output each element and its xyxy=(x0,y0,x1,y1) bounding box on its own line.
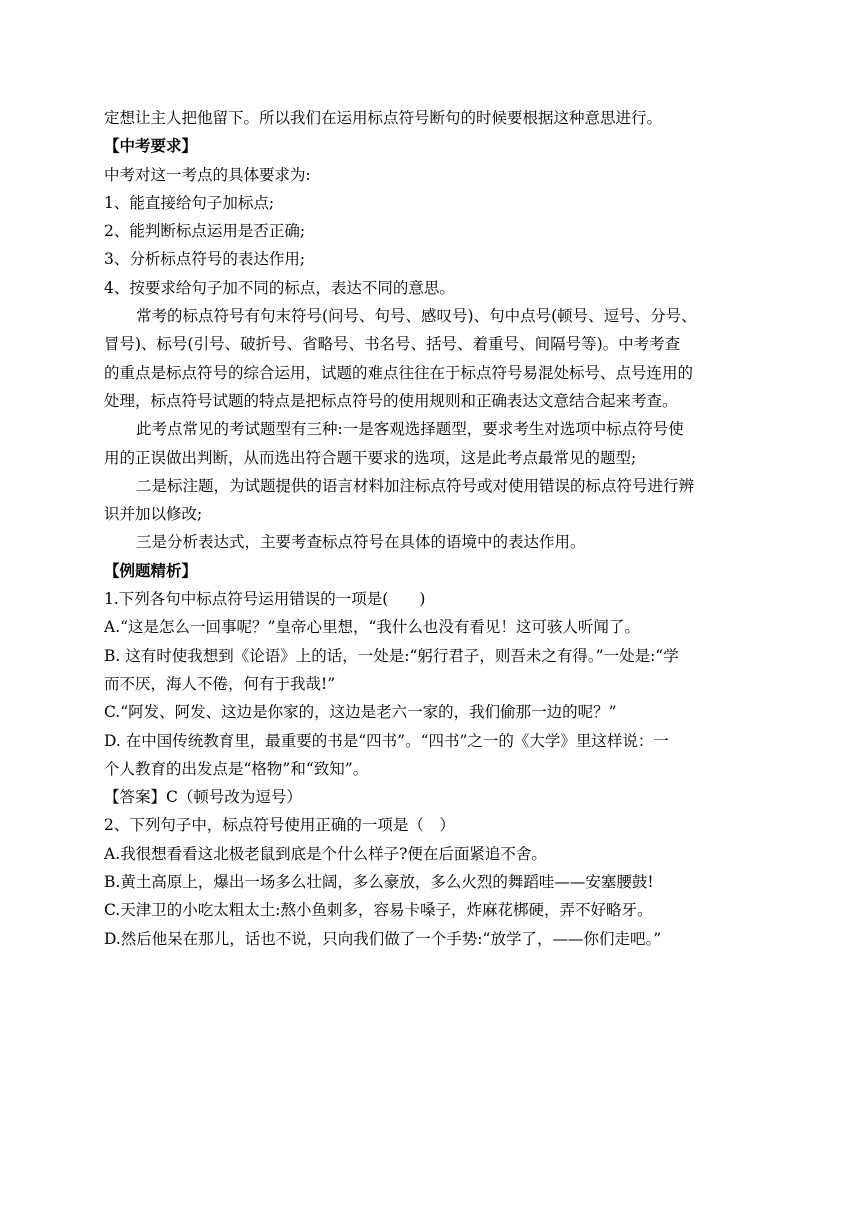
question-option: A.我很想看看这北极老鼠到底是个什么样子?便在后面紧追不舍。 xyxy=(104,844,547,863)
paragraph-line: 三是分析表达式，主要考查标点符号在具体的语境中的表达作用。 xyxy=(136,533,586,552)
question-option: D.然后他呆在那儿，话也不说，只向我们做了一个手势:“放学了，——你们走吧。” xyxy=(104,929,662,948)
question-option: D. 在中国传统教育里，最重要的书是“四书”。“四书”之一的《大学》里这样说：一 xyxy=(104,731,669,750)
question-option-continuation: 而不厌，海人不倦，何有于我哉!” xyxy=(104,674,336,693)
question-option: A.“这是怎么一回事呢？”皇帝心里想，“我什么也没有看见！这可骇人听闻了。 xyxy=(104,618,640,637)
requirement-item: 2、能判断标点运用是否正确; xyxy=(104,222,306,241)
question-option: B. 这有时使我想到《论语》上的话，一处是:“躬行君子，则吾未之有得。”一处是:“学 xyxy=(104,646,679,665)
question-stem: 1.下列各句中标点符号运用错误的一项是( ) xyxy=(104,590,426,609)
paragraph-line: 此考点常见的考试题型有三种:一是客观选择题型，要求考生对选项中标点符号使 xyxy=(136,420,684,439)
intro-text: 定想让主人把他留下。所以我们在运用标点符号断句的时候要根据这种意思进行。 xyxy=(104,109,663,127)
requirement-item: 4、按要求给句子加不同的标点，表达不同的意思。 xyxy=(104,278,455,297)
requirements-lead: 中考对这一考点的具体要求为: xyxy=(104,165,311,184)
question-option: C.“阿发、阿发、这边是你家的，这边是老六一家的，我们偷那一边的呢？” xyxy=(104,703,617,722)
requirement-item: 1、能直接给句子加标点; xyxy=(104,193,275,212)
paragraph-line: 用的正误做出判断，从而选出符合题干要求的选项，这是此考点最常见的题型; xyxy=(104,448,637,467)
paragraph-line: 二是标注题，为试题提供的语言材料加注标点符号或对使用错误的标点符号进行辨 xyxy=(136,476,695,495)
paragraph-line: 常考的标点符号有句末符号(问号、句号、感叹号)、句中点号(顿号、逗号、分号、 xyxy=(136,307,697,326)
question-option-continuation: 个人教育的出发点是“格物”和“致知”。 xyxy=(104,759,369,778)
paragraph-line: 冒号)、标号(引号、破折号、省略号、书名号、括号、着重号、间隔号等)。中考考查 xyxy=(104,335,681,354)
section-heading-requirements: 【中考要求】 xyxy=(104,136,198,156)
paragraph-line: 的重点是标点符号的综合运用，试题的难点往往在于标点符号易混处标号、点号连用的 xyxy=(104,363,694,382)
paragraph-line: 处理，标点符号试题的特点是把标点符号的使用规则和正确表达文意结合起来考查。 xyxy=(104,391,678,410)
requirement-item: 3、分析标点符号的表达作用; xyxy=(104,250,306,269)
paragraph-line: 识并加以修改; xyxy=(104,505,203,524)
section-heading-examples: 【例题精析】 xyxy=(104,560,198,580)
answer-line: 【答案】C（顿号改为逗号） xyxy=(104,788,302,807)
question-stem: 2、下列句子中，标点符号使用正确的一项是（ ） xyxy=(104,816,455,835)
question-option: B.黄土高原上，爆出一场多么壮阔，多么豪放，多么火烈的舞蹈哇——安塞腰鼓! xyxy=(104,873,654,892)
question-option: C.天津卫的小吃太粗太土:熬小鱼刺多，容易卡嗓子，炸麻花梆硬，弄不好略牙。 xyxy=(104,901,653,920)
